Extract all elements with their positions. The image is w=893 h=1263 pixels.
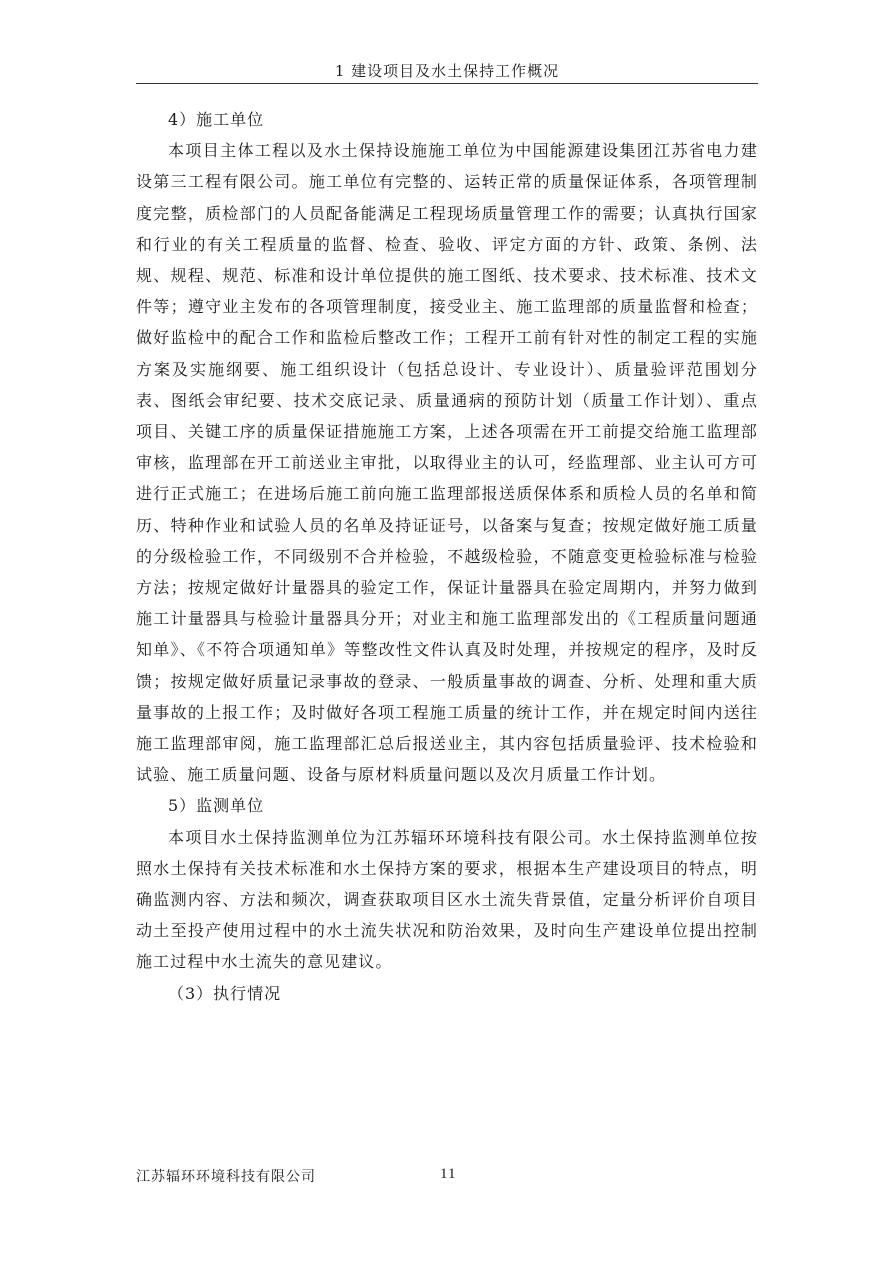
- paragraph-construction-unit: 本项目主体工程以及水土保持设施施工单位为中国能源建设集团江苏省电力建设第三工程有限公司。施工单位有完整的、运转正常的质量保证体系，各项管理制度完整，质检部门的人员配备能满足工程现场质量管理工作的需要；认真执行国家和行业的有关工程质量的监督、检查、验收、评定方面的方针、政策、条例、法规、规程、规范、标准和设计单位提供的施工图纸、技术要求、技术标准、技术文件等；遵守业主发布的各项管理制度，接受业主、施工监理部的质量监督和检查；做好监检中的配合工作和监检后整改工作；工程开工前有针对性的制定工程的实施方案及实施纲要、施工组织设计（包括总设计、专业设计）、质量验评范围划分表、图纸会审纪要、技术交底记录、质量通病的预防计划（质量工作计划）、重点项目、关键工序的质量保证措施施工方案，上述各项需在开工前提交给施工监理部审核，监理部在开工前送业主审批，以取得业主的认可，经监理部、业主认可方可进行正式施工；在进场后施工前向施工监理部报送质保体系和质检人员的名单和简历、特种作业和试验人员的名单及持证证号，以备案与复查；按规定做好施工质量的分级检验工作，不同级别不合并检验，不越级检验，不随意变更检验标准与检验方法；按规定做好计量器具的验定工作，保证计量器具在验定周期内，并努力做到施工计量器具与检验计量器具分开；对业主和施工监理部发出的《工程质量问题通知单》、《不符合项通知单》等整改性文件认真及时处理，并按规定的程序，及时反馈；按规定做好质量记录事故的登录、一般质量事故的调查、分析、处理和重大质量事故的上报工作；及时做好各项工程施工质量的统计工作，并在规定时间内送往施工监理部审阅，施工监理部汇总后报送业主，其内容包括质量验评、技术检验和试验、施工质量问题、设备与原材料质量问题以及次月质量工作计划。: [136, 141, 758, 785]
- page-footer: [136, 1166, 758, 1190]
- header-divider: [136, 83, 758, 84]
- document-body: [136, 104, 758, 1009]
- page-number: 11: [440, 1166, 457, 1182]
- section-heading-construction-unit: 4）施工单位: [168, 110, 265, 129]
- section-heading-monitoring-unit: 5）监测单位: [168, 796, 265, 816]
- running-header: 1 建设项目及水土保持工作概况: [334, 62, 560, 80]
- section-heading-execution: （3）执行情况: [168, 983, 282, 1003]
- footer-company-name: 江苏辐环环境科技有限公司: [136, 1169, 316, 1185]
- paragraph-monitoring-unit: 本项目水土保持监测单位为江苏辐环环境科技有限公司。水土保持监测单位按照水土保持有关技术标准和水土保持方案的要求，根据本生产建设项目的特点，明确监测内容、方法和频次，调查获取项目区水土流失背景值，定量分析评价自项目动土至投产使用过程中的水土流失状况和防治效果，及时向生产建设单位提出控制施工过程中水土流失的意见建议。: [136, 827, 758, 972]
